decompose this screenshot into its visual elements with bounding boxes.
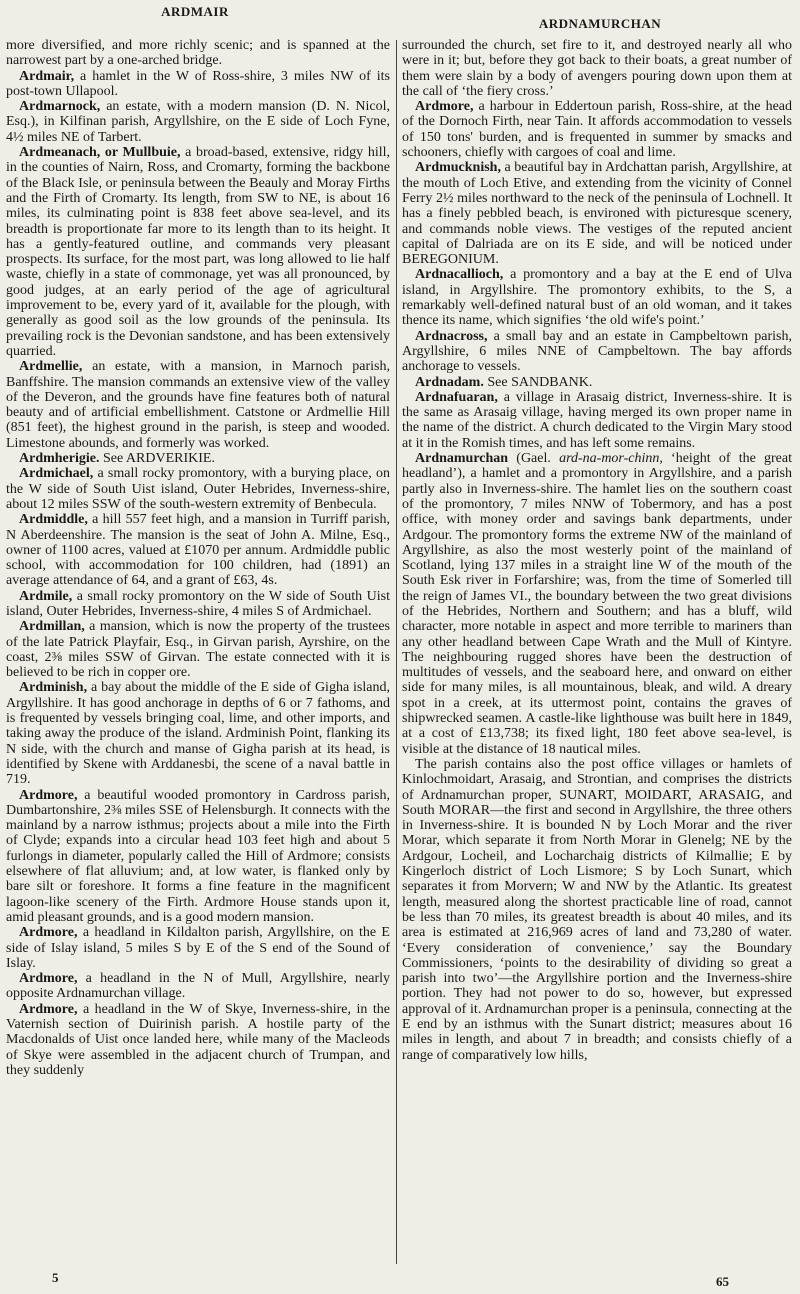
gazetteer-entry [402, 99, 792, 160]
entry-headword: Ardmherigie. [19, 451, 100, 467]
entry-text: a beautiful bay in Ardchattan parish, Argyllshire, at the mouth of Loch Etive, and extending from the vicinity of Connel Ferry 2½ miles northward to the neck of the peninsula of Lochnell. It has a finely pebbled beach, is environed with picturesque scenery, and commands noble views. The vestiges of the reputed ancient capital of Dalriada are on its E side, and will be noticed under BEREGONIUM. [402, 160, 792, 268]
page-number-left: 5 [52, 1270, 59, 1285]
entry-headword: Ardmucknish, [415, 160, 501, 176]
entry-text: a headland in the N of Mull, Argyllshire, nearly opposite Ardnamurchan village. [6, 971, 390, 1002]
gazetteer-entry [402, 267, 792, 328]
entry-headword: Ardmichael, [19, 466, 94, 482]
entry-headword: Ardnacallioch, [415, 267, 504, 283]
right-column [402, 38, 792, 1063]
gazetteer-entry [6, 38, 390, 69]
entry-text: an estate, with a mansion, in Marnoch parish, Banffshire. The mansion commands an extensive view of the valley of the Deveron, and the grounds have fine features both of natural beauty and of artificial embellishment. Catstone or Ardmellie Hill (851 feet), the highest ground in the parish, is steep and wooded. Limestone abounds, and formerly was worked. [6, 359, 390, 451]
entry-text: a beautiful wooded promontory in Cardross parish, Dumbartonshire, 2⅜ miles SSE of Helensburgh. It connects with the mainland by a narrow isthmus; projects about a mile into the Firth of Clyde; expands into a circular head 103 feet high and about 5 furlongs in diameter, popularly called the Hill of Ardmore; consists elsewhere of flat alluvium; and, at low water, is flanked only by bare silt or foreshore. It forms a fine feature in the magnificent lagoon-like scenery of the Firth. Ardmore House stands upon it, amid pleasant grounds, and is a good modern mansion. [6, 787, 390, 925]
entry-headword: Ardmore, [19, 787, 78, 803]
entry-text: The parish contains also the post office villages or hamlets of Kinlochmoidart, Arasaig, and Strontian, and comprises the districts of Ardnamurchan proper, SUNART, MOIDART, ARASAIG, and South MORAR—the first and second in Argyllshire, the three others in Inverness-shire. It is bounded N by Loch Morar and the river Morar, which separate it from North Morar in Glenelg; NE by the Ardgour, Locheil, and Locharchaig districts of Kilmallie; E by Kingerloch district of Loch Lismore; S by Loch Sunart, which separates it from Morvern; W and NW by the Atlantic. Its greatest length, measured along the shortest practicable line of road, cannot be less than 70 miles, its greatest breadth is about 40 miles, and its area is estimated at 216,969 acres of land and 73,280 of water. ‘Every consideration of convenience,’ say the Boundary Commissioners, ‘points to the desirability of dividing so great a parish into two’—the Argyllshire portion and the Inverness-shire portion. They had not power to do so, however, but expressed approval of it. Ardnamurchan proper is a peninsula, connecting at the E end by an isthmus with the Sunart district; measures about 16 miles in length, and about 7 in breadth; and consists chiefly of a range of comparatively low hills, [402, 756, 792, 1063]
entry-etymology: ard-na-mor-chinn [559, 451, 660, 467]
entry-text: more diversified, and more richly scenic; and is spanned at the narrowest part by a one-arched bridge. [6, 38, 390, 69]
gazetteer-entry [6, 589, 390, 620]
entry-headword: Ardmore, [19, 971, 78, 987]
entry-text: , ‘height of the great headland’), a hamlet and a promontory in Argyllshire, and a parish partly also in Inverness-shire. The hamlet lies on the southern coast of the promontory, 7 miles NNW of Tobermory, and has a post office, with money order and savings bank departments, under Ardgour. The promontory forms the extreme NW of the mainland of Argyllshire, as also the most westerly point of the mainland of Scotland, lying 137 miles in a straight line W of the mouth of the South Esk river in Forfarshire; was, from the time of Somerled till the reign of James VI., the boundary between the two great divisions of the Hebrides, Northern and Southern; and has a bluff, wild character, more notable in aspect and more terrible to mariners than any other headland between Cape Wrath and the Mull of Kintyre. The neighbouring rugged shores have been the destruction of multitudes of vessels, and the seaboard here, and onward on either side for many miles, is all mountainous, bleak, and wild. A dreary spot in a creek, at its uttermost point, contains the graves of shipwrecked seamen. A castle-like lighthouse was built here in 1849, at a cost of £13,738; its fixed light, 180 feet above sea-level, is visible at the distance of 18 nautical miles. [402, 451, 792, 757]
gazetteer-entry [6, 99, 390, 145]
entry-text: a village in Arasaig district, Inverness-shire. It is the same as Arasaig village, having merged its own proper name in the name of the district. A church dedicated to the Virgin Mary stood at it in the Romish times, and has left some remains. [402, 389, 792, 451]
gazetteer-entry [6, 925, 390, 971]
entry-headword: Ardnafuaran, [415, 389, 498, 405]
entry-text: a bay about the middle of the E side of Gigha island, Argyllshire. It has good anchorage in depths of 6 or 7 fathoms, and is frequented by vessels bringing coal, lime, and other imports, and taking away the produce of the island. Ardminish Point, flanking its N side, with the church and manse of Gigha parish at its head, is identified by Skene with Arddanesbi, the scene of a naval battle in 719. [6, 680, 390, 788]
entry-text: a hamlet in the W of Ross-shire, 3 miles NW of its post-town Ullapool. [6, 68, 390, 99]
entry-text: See SANDBANK. [483, 374, 593, 390]
entry-headword: Ardnadam. [415, 374, 484, 390]
entry-text: a small bay and an estate in Campbeltown parish, Argyllshire, 6 miles NNE of Campbeltown. The bay affords anchorage to vessels. [402, 328, 792, 375]
entry-text: a harbour in Eddertoun parish, Ross-shire, at the head of the Dornoch Firth, near Tain. It affords accommodation to vessels of 150 tons' burden, and is frequented in summer by smacks and schooners, chiefly with cargoes of coal and lime. [402, 99, 792, 161]
gazetteer-entry [6, 69, 390, 100]
gazetteer-entry [6, 466, 390, 512]
entry-headword: Ardmile, [19, 588, 73, 604]
entry-headword: Ardmair, [19, 68, 75, 84]
entry-headword: Ardnamurchan [415, 451, 509, 467]
gazetteer-entry [402, 757, 792, 1063]
entry-text: a hill 557 feet high, and a mansion in Turriff parish, N Aberdeenshire. The mansion is the seat of John A. Milne, Esq., owner of 1100 acres, valued at £1070 per annum. Ardmiddle public school, with accommodation for 100 children, had (1891) an average attendance of 64, and a grant of £63, 4s. [6, 512, 390, 589]
entry-headword: Ardmiddle, [19, 512, 88, 528]
entry-headword: Ardmore, [415, 99, 474, 115]
entry-text: See ARDVERIKIE. [99, 451, 215, 467]
gazetteer-entry [402, 38, 792, 99]
gazetteer-entry [6, 1002, 390, 1078]
entry-text: an estate, with a modern mansion (D. N. Nicol, Esq.), in Kilfinan parish, Argyllshire, on the E side of Loch Fyne, 4½ miles NE of Tarbert. [6, 99, 390, 145]
gazetteer-entry [402, 451, 792, 757]
gazetteer-entry [6, 145, 390, 359]
gazetteer-entry [402, 160, 792, 267]
gazetteer-entry [6, 512, 390, 588]
entry-headword: Ardmarnock, [19, 99, 101, 115]
entry-headword: Ardmore, [19, 925, 78, 941]
running-head-right: ARDNAMURCHAN [538, 16, 662, 31]
entry-headword: Ardmeanach, or Mullbuie, [19, 145, 181, 161]
entry-headword: Ardminish, [19, 680, 88, 696]
gazetteer-entry [6, 788, 390, 926]
entry-headword: Ardmillan, [19, 619, 85, 635]
entry-text: a headland in Kildalton parish, Argyllshire, on the E side of Islay island, 5 miles S by E of the S end of the Sound of Islay. [6, 925, 390, 971]
entry-text: a small rocky promontory on the W side of South Uist island, Outer Hebrides, Inverness-shire, 4 miles S of Ardmichael. [6, 588, 390, 619]
page-number-right: 65 [716, 1274, 729, 1289]
entry-text: a headland in the W of Skye, Inverness-shire, in the Vaternish section of Duirinish parish. A hostile party of the Macdonalds of Uist once landed here, while many of the Macleods of Skye were assembled in the adjacent church of Trumpan, and they suddenly [6, 1001, 390, 1078]
gazetteer-entry [6, 359, 390, 451]
entry-text: a promontory and a bay at the E end of Ulva island, in Argyllshire. The promontory exhibits, to the S, a remarkably well-defined natural bust of an old woman, and it takes thence its name, which signifies ‘the old wife's point.’ [402, 267, 792, 329]
running-head-left: ARDMAIR [161, 4, 229, 19]
gazetteer-entry [6, 680, 390, 787]
entry-text: a mansion, which is now the property of the trustees of the late Patrick Playfair, Esq., in Girvan parish, Ayrshire, on the coast, 2⅜ miles SSW of Girvan. The estate connected with it is believed to be rich in copper ore. [6, 619, 390, 681]
entry-text: surrounded the church, set fire to it, and destroyed nearly all who were in it; but, before they got back to their boats, a great number of them were slain by a body of avengers pouring down upon them at the call of ‘the fiery cross.’ [402, 38, 792, 99]
gazetteer-entry [402, 375, 792, 390]
gazetteer-entry [402, 329, 792, 375]
gazetteer-entry [402, 390, 792, 451]
entry-headword: Ardnacross, [415, 328, 488, 344]
entry-text: a small rocky promontory, with a burying place, on the W side of South Uist island, Outer Hebrides, Inverness-shire, about 12 miles SSW of the south-western extremity of Benbecula. [6, 466, 390, 512]
gazetteer-entry [6, 619, 390, 680]
entry-headword: Ardmore, [19, 1001, 78, 1017]
left-column [6, 38, 390, 1078]
column-divider [396, 40, 397, 1264]
entry-text: a broad-based, extensive, ridgy hill, in the counties of Nairn, Ross, and Cromarty, forming the backbone of the Black Isle, or peninsula between the Beauly and Moray Firths and the Firth of Cromarty. Its length, from SW to NE, is about 16 miles, its culminating point is 838 feet above sea-level, and its breadth is proportionate far more to its length than to its height. It has a gently-featured outline, and commands very pleasant prospects. Its surface, for the most part, was long allowed to lie half waste, chiefly in a state of commonage, yet was all pronounced, by good judges, at an early period of the age of agricultural improvement to be, every yard of it, available for the plough, with generally as good soil as the low grounds of the peninsula. Its prevailing rock is the Devonian sandstone, and has been extensively quarried. [6, 145, 390, 359]
gazetteer-entry [6, 451, 390, 466]
entry-text: (Gael. [508, 451, 560, 467]
gazetteer-entry [6, 971, 390, 1002]
entry-headword: Ardmellie, [19, 359, 83, 375]
